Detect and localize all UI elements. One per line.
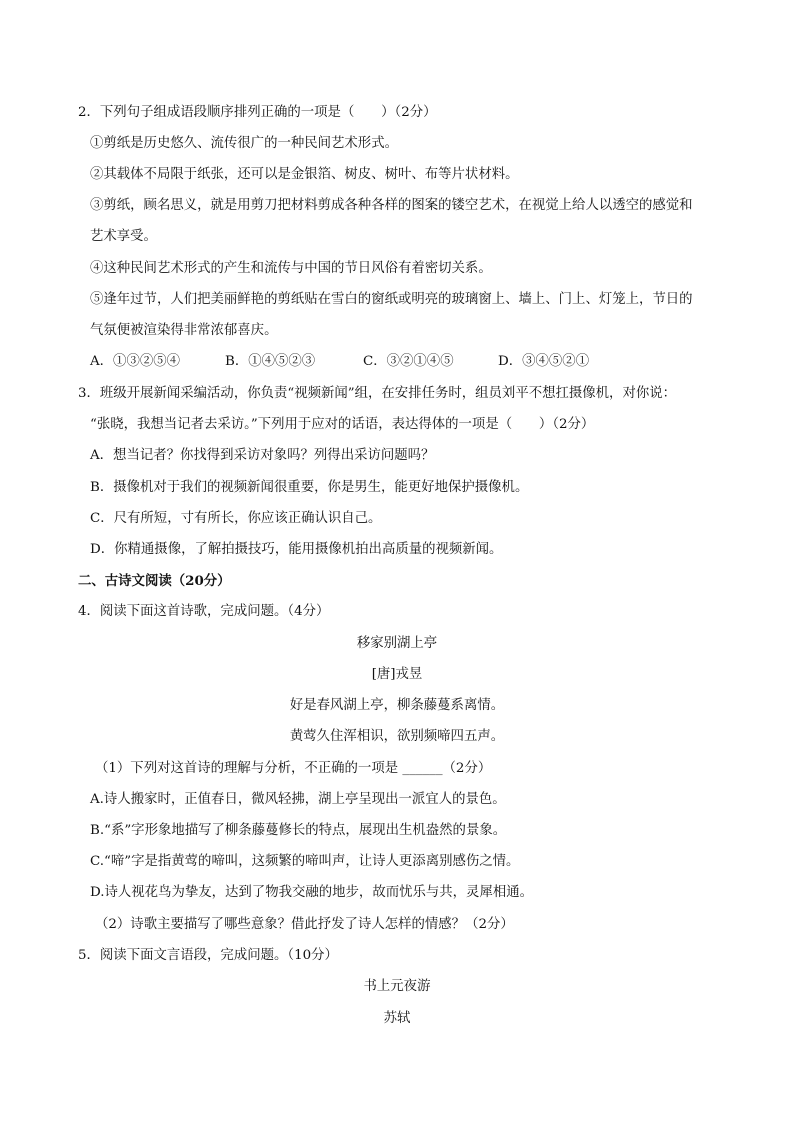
sentence-5: ⑤逢年过节，人们把美丽鲜艳的剪纸贴在雪白的窗纸或明亮的玻璃窗上、墙上、门上、灯笼上，节日的 — [90, 292, 693, 307]
passage-author: 苏轼 — [383, 1011, 411, 1026]
q4-sub1-option-d: D.诗人视花鸟为挚友，达到了物我交融的地步，故而忧乐与共，灵犀相通。 — [90, 885, 534, 900]
q2-option-d: D．③④⑤②① — [498, 354, 590, 369]
q3-option-d: D．你精通摄像，了解拍摄技巧，能用摄像机拍出高质量的视频新闻。 — [90, 542, 503, 557]
q4-sub-question-2: （2）诗歌主要描写了哪些意象？借此抒发了诗人怎样的情感？（2分） — [95, 917, 514, 932]
sentence-3: ③剪纸，顾名思义，就是用剪刀把材料剪成各种各样的图案的镂空艺术，在视觉上给人以透空的感觉和 — [90, 198, 693, 213]
q3-option-c: C．尺有所短，寸有所长，你应该正确认识自己。 — [90, 511, 382, 526]
passage-title: 书上元夜游 — [363, 979, 431, 994]
q4-sub1-option-c: C.“啼”字是指黄莺的啼叫，这频繁的啼叫声，让诗人更添离别感伤之情。 — [90, 854, 520, 869]
poem-author: [唐]戎昱 — [371, 667, 423, 682]
q2-option-c: C．③②①④⑤ — [363, 354, 454, 369]
sentence-3-cont: 艺术享受。 — [90, 229, 157, 244]
q4-sub1-option-b: B.“系”字形象地描写了柳条藤蔓修长的特点，展现出生机盎然的景象。 — [90, 823, 507, 838]
sentence-2: ②其载体不局限于纸张，还可以是金银箔、树皮、树叶、布等片状材料。 — [90, 167, 519, 182]
q4-sub1-option-a: A.诗人搬家时，正值春日，微风轻拂，湖上亭呈现出一派宜人的景色。 — [90, 792, 506, 807]
question-3-stem: 3．班级开展新闻采编活动，你负责“视频新闻”组，在安排任务时，组员刘平不想扛摄像机，对你说： — [78, 386, 677, 401]
q4-sub-question-1: （1）下列对这首诗的理解与分析，不正确的一项是 ______（2分） — [95, 761, 492, 776]
q3-option-b: B．摄像机对于我们的视频新闻很重要，你是男生，能更好地保护摄像机。 — [90, 480, 529, 495]
q3-option-a: A．想当记者？你找得到采访对象吗？列得出采访问题吗？ — [90, 448, 435, 463]
question-5-stem: 5．阅读下面文言语段，完成问题。（10分） — [78, 948, 338, 963]
sentence-1: ①剪纸是历史悠久、流传很广的一种民间艺术形式。 — [90, 136, 398, 151]
sentence-5-cont: 气氛便被渲染得非常浓郁喜庆。 — [90, 323, 278, 338]
sentence-4: ④这种民间艺术形式的产生和流传与中国的节日风俗有着密切关系。 — [90, 261, 492, 276]
q2-option-b: B．①④⑤②③ — [225, 354, 316, 369]
poem-line-1: 好是春风湖上亭，柳条藤蔓系离情。 — [289, 698, 505, 713]
question-3-stem-cont: “张晓，我想当记者去采访。”下列用于应对的话语，表达得体的一项是（ ）（2分） — [90, 417, 595, 432]
q2-option-a: A．①③②⑤④ — [90, 354, 181, 369]
poem-title: 移家别湖上亭 — [356, 636, 438, 651]
poem-line-2: 黄莺久住浑相识，欲别频啼四五声。 — [289, 729, 505, 744]
section-heading: 二、古诗文阅读（20分） — [78, 573, 231, 589]
question-2-stem: 2．下列句子组成语段顺序排列正确的一项是（ ）（2分） — [78, 105, 437, 120]
question-4-stem: 4．阅读下面这首诗歌，完成问题。（4分） — [78, 604, 330, 619]
